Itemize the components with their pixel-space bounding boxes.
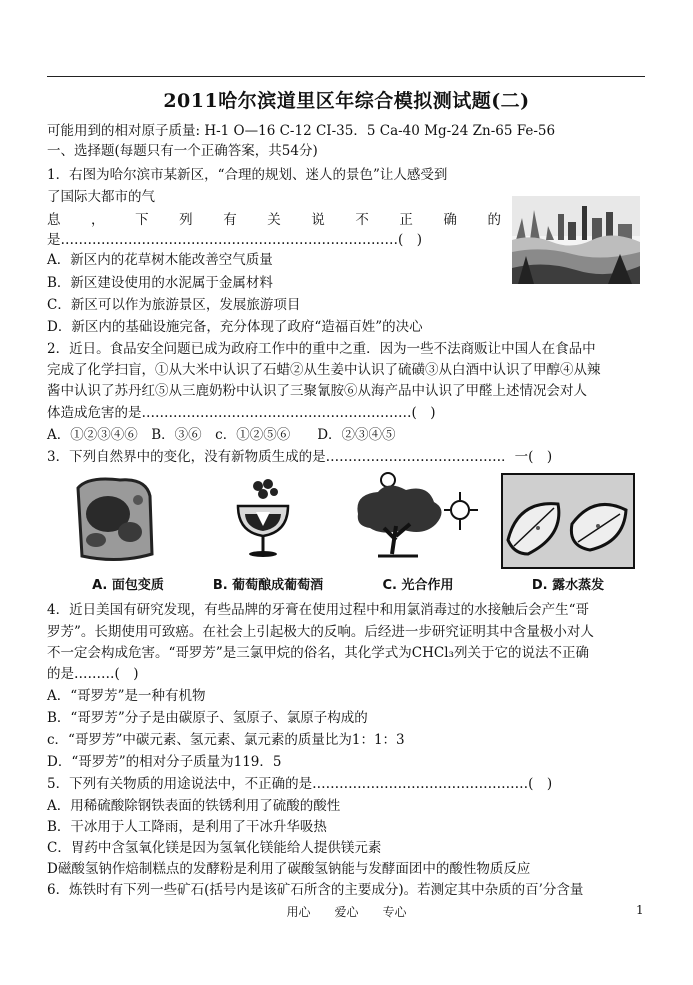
q1-char: 的: [487, 212, 501, 228]
q1-stem-line3: [47, 210, 501, 230]
q1-stem-line2: 了国际大都市的气: [47, 189, 155, 205]
q1-option-a: A．新区内的花草树木能改善空气质量: [47, 252, 273, 268]
q1-char: 列: [179, 212, 193, 228]
q1-char: 说: [311, 212, 325, 228]
q4-stem-line4: 的是………( ): [47, 666, 139, 682]
q1-char: 关: [267, 212, 281, 228]
figure-caption-d: D. 露水蒸发: [531, 578, 605, 593]
figure-dew: [498, 470, 638, 594]
q2-options: A．①②③④⑥ B．③⑥ c．①②⑤⑥ D．②③④⑤: [47, 427, 396, 443]
q5-option-a: A．用稀硫酸除钢铁表面的铁锈利用了硫酸的酸性: [47, 798, 341, 814]
section-heading: 一、选择题(每题只有一个正确答案，共54分): [47, 143, 318, 159]
q1-char: ，: [91, 212, 105, 228]
q4-stem-line2: 罗芳”。长期使用可致癌。在社会上引起极大的反响。后经进一步研究证明其中含量极小对人: [47, 624, 594, 640]
figure-caption-a: A. 面包变质: [92, 578, 164, 593]
q4-option-a: A．“哥罗芳”是一种有机物: [47, 688, 206, 704]
grape-wine-image: [198, 470, 338, 570]
q5-option-b: B．干冰用于人工降雨，是利用了干冰升华吸热: [47, 819, 327, 835]
q4-option-c: c．“哥罗芳”中碳元素、氢元素、氯元素的质量比为1：1：3: [47, 732, 405, 748]
q1-char: 不: [355, 212, 369, 228]
q1-char: 息: [47, 212, 61, 228]
q1-option-c: C．新区可以作为旅游景区，发展旅游项目: [47, 297, 301, 313]
figure-caption-b: B. 葡萄酿成葡萄酒: [212, 578, 324, 593]
q2-stem-line1: 2．近日。食品安全问题已成为政府工作中的重中之重．因为一些不法商贩让中国人在食品中: [47, 341, 596, 357]
q1-stem-line4: 是…………………………………………………………………( ): [47, 232, 423, 248]
q1-stem-line1: 1．右图为哈尔滨市某新区，“合理的规划、迷人的景色”让人感受到: [47, 167, 448, 183]
q2-stem-line3: 酱中认识了苏丹红⑤从三鹿奶粉中认识了三聚氰胺⑥从海产品中认识了甲醛上述情况会对人: [47, 383, 587, 399]
q4-option-d: D．“哥罗芳”的相对分子质量为119．5: [47, 754, 282, 770]
q5-option-d: D磁酸氢钠作焙制糕点的发酵粉是利用了碳酸氢钠能与发酵面团中的酸性物质反应: [47, 861, 531, 877]
q3-stem: 3．下列自然界中的变化，没有新物质生成的是…………………………………．一( ): [47, 449, 553, 465]
new-district-photo: [512, 196, 640, 284]
figure-bread: [58, 470, 198, 594]
q3-figures: [58, 470, 643, 594]
dew-leaves-image: [498, 470, 638, 570]
figure-caption-c: C. 光合作用: [382, 578, 454, 593]
moldy-bread-image: [58, 470, 198, 570]
q5-stem: 5．下列有关物质的用途说法中，不正确的是…………………………………………( ): [47, 776, 553, 792]
page-number: 1: [636, 903, 644, 917]
q1-option-b: B．新区建设使用的水泥属于金属材料: [47, 275, 273, 291]
q1-char: 确: [443, 212, 457, 228]
q4-stem-line3: 不一定会构成危害。“哥罗芳”是三氯甲烷的俗名，其化学式为CHCl₃列关于它的说法不正确: [47, 645, 589, 661]
q1-char: 正: [399, 212, 413, 228]
q4-stem-line1: 4．近日美国有研究发现，有些品牌的牙膏在使用过程中和用氯消毒过的水接触后会产生“哥: [47, 602, 589, 618]
q4-option-b: B．“哥罗芳”分子是由碳原子、氢原子、氯原子构成的: [47, 710, 368, 726]
figure-photosynthesis: [348, 470, 488, 594]
q5-option-c: C．胃药中含氢氧化镁是因为氢氧化镁能给人提供镁元素: [47, 840, 382, 856]
q1-option-d: D．新区内的基础设施完备，充分体现了政府“造福百姓”的决心: [47, 319, 423, 335]
q2-stem-line2: 完成了化学扫盲，①从大米中认识了石蜡②从生姜中认识了硫磺③从白酒中认识了甲醇④从辣: [47, 362, 601, 378]
q1-char: 有: [223, 212, 237, 228]
atomic-mass-line: 可能用到的相对原子质量: H-1 O—16 C-12 CI-35．5 Ca-40 Mg-24 Zn-65 Fe-56: [47, 123, 556, 139]
page-footer: 用心 爱心 专心: [286, 905, 407, 919]
header-rule: [47, 76, 645, 77]
q6-stem: 6．炼铁时有下列一些矿石(括号内是该矿石所含的主要成分)。若测定其中杂质的百’分含量: [47, 882, 584, 898]
q1-char: 下: [135, 212, 149, 228]
page-title: 2011哈尔滨道里区年综合模拟测试题(二): [163, 90, 530, 112]
q2-stem-line4: 体造成危害的是……………………………………………………( ): [47, 405, 436, 421]
tree-sun-image: [348, 470, 488, 570]
figure-wine: [198, 470, 338, 594]
